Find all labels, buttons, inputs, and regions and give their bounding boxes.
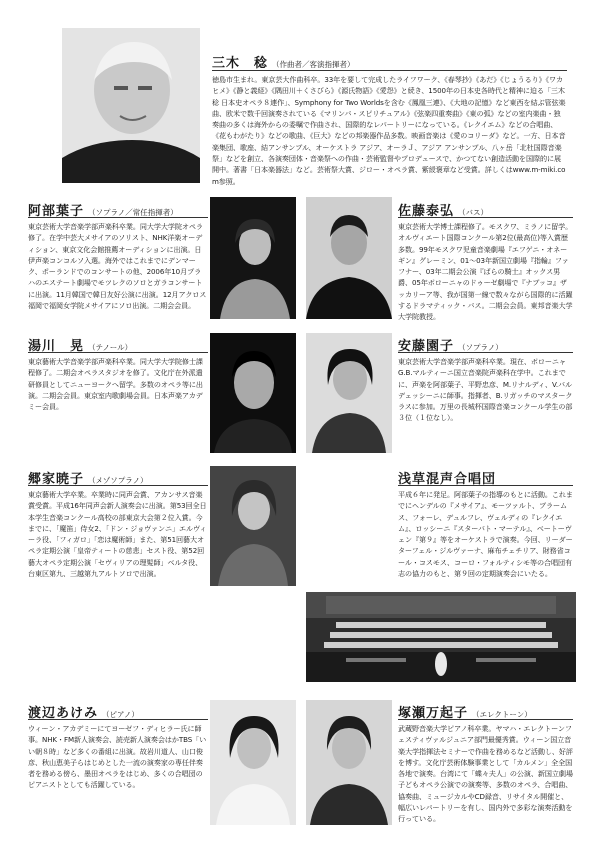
bio-ando: 東京芸術大学音楽学部声楽科卒業。現在、ボローニャG.B.マルティーニ国立音楽院声楽科在学中。これまでに、声楽を阿部葉子、平野忠彦、M.リナルディ、V.バルデェッシーニに師事。指揮者、B.リガッチのマスタークラスに参加。万里の長城杯国際音楽コンクール学生の部３位（１位なし）。	[398, 357, 573, 423]
name-sato: 佐藤泰弘 （バス）	[398, 204, 489, 219]
bio-sato: 東京芸術大学博士課程修了。モスクワ、ミラノに留学。オルヴィエート国際コンクール第2位(最高位)等入賞歴多数。99年モスクワ児童音楽劇場『エフゲニ・オネーギン』グレーミン、01〜03年新国立劇場『指輪』ファフナー、03年二期会公演『ばらの騎士』オックス男爵、05年ボローニャのドゥーゼ劇場で『ナブッコ』ザッカリーア等、我が国第一線で数々ながら国際的に活躍するドラマティック・バス。二期会会員。東邦音楽大学大学院教授。	[398, 222, 573, 322]
name-watanabe: 渡辺あけみ （ピアノ）	[28, 706, 139, 721]
name-abe: 阿部葉子 （ソプラノ／常任指揮者）	[28, 204, 178, 219]
bio-abe: 東京芸術大学音楽学部声楽科卒業。同大学大学院オペラ修了。在学中芸大メサイアのソリスト、NHK洋楽オーディション、東京文化会館推薦オーディションに出演。日伊声楽コンコルソ入選。海外ではこれまでにデンマーク、ポーランドでのコンサートの他、2006年10月プラハのエステート劇場でモツレクのソロとガラコンサートに出演。11月韓国で韓日友好公演に出演。12月アクロス福岡で福岡女学院メサイアにソロ出演。二期会会員。	[28, 222, 207, 311]
portrait-icon	[306, 197, 392, 319]
bio-tsukase: 武蔵野音楽大学ピアノ科卒業。ヤマハ・エレクトーンフェスティヴァルジュニア部門最優秀賞。ウィーン国立音楽大学指揮法セミナーで作曲を務めるなど活動し、好評を博す。文化庁芸術体験事業として「カルメン」全全国各地で演奏。台湾にて「蝶々夫人」の公演、新国立劇場子どもオペラ公演での演奏等、多数のオペラ、合唱曲、協奏曲、ミュージカルやCD録音、リサイタル開催と、幅広いレパートリーを有し、国内外で多彩な演奏活動を行っている。	[398, 724, 573, 824]
name-goke: 郷家暁子 （メゾソプラノ）	[28, 472, 148, 487]
bio-watanabe: ウィーン・アカデミーにてヨーゼフ・ディヒラー氏に師事。NHK・FM新人演奏会、読売新人演奏会はかTBS「いい朝８時」など多くの番組に出演。故岩川道人、山口俊彦、秋山恵美子らはじめとした一流の演奏家の専任伴奏者を務める傍ら、墨田オペラをはじめ、多くの合唱団のピアニストとしても活躍している。	[28, 724, 207, 790]
name-yukawa: 湯川 晃 （テノール）	[28, 339, 133, 354]
divider	[398, 485, 573, 486]
divider	[212, 70, 567, 71]
photo-goke	[210, 466, 296, 586]
divider	[28, 719, 208, 720]
divider	[28, 485, 208, 486]
divider	[28, 217, 208, 218]
portrait-icon	[306, 333, 392, 453]
bio-yukawa: 東京藝術大学音楽学部声楽科卒業。同大学大学院修士課程修了。二期会オペラスタジオを修了。文化庁在外派遣研修員としてニューヨークへ留学。多数のオペラ等に出演。二期会会員。東京室内歌劇場会員。日本声楽アカデミー会員。	[28, 357, 203, 412]
name-ando: 安藤園子 （ソプラノ）	[398, 339, 503, 354]
photo-watanabe	[210, 700, 296, 825]
concert-photo-icon	[306, 592, 576, 682]
photo-abe	[210, 197, 296, 319]
portrait-icon	[62, 28, 200, 183]
bio-goke: 東京藝術大学卒業。卒業時に同声会賞、アカンサス音楽賞受賞。平成16年同声会新人演奏会に出演。第53回全日本学生音楽コンクール高校の部東京大会第２位入賞。今までに、「魔笛」侍女2、「ドン・ジョヴァンニ」エルヴィーラ役、「フィガロ」「恋は魔術師」また、第51回藝大オペラ定期公演「皇帝ティートの慈悲」セスト役、第52回藝大オペラ定期公演「セヴィリアの理髪師」ベルタ役、台東区第九、三越第九アルトソロで出演。	[28, 490, 207, 579]
portrait-icon	[210, 700, 296, 825]
photo-choir	[306, 592, 576, 682]
portrait-icon	[210, 466, 296, 586]
photo-sato	[306, 197, 392, 319]
portrait-icon	[210, 197, 296, 319]
photo-tsukase	[306, 700, 392, 825]
photo-miki	[62, 28, 200, 183]
divider	[398, 719, 573, 720]
name-choir: 浅草混声合唱団	[398, 472, 497, 487]
divider	[398, 217, 573, 218]
portrait-icon	[306, 700, 392, 825]
portrait-icon	[210, 333, 296, 453]
bio-choir: 平成６年に発足。阿部葉子の指導のもとに活動。これまでにヘンデルの『メサイア』、モーツァルト、ブラームス、フォーレ、デュルフレ、ヴェルディの『レクイエム』、ロッシーニ『スターバト・マーテル』、ベートーヴェン『第９』等をオーケストラで演奏。今回、リーダーターフェル・ジルヴァーナ、麻布チェチリア、財務省コール・コスモス、コーロ・フォルティシモ等の合唱団有志の協力のもと、第９回の定期演奏会にいたる。	[398, 490, 573, 579]
photo-yukawa	[210, 333, 296, 453]
divider	[398, 352, 573, 353]
divider	[28, 352, 208, 353]
bio-miki: 徳島市生まれ。東京芸大作曲科卒。33年を要して完成したライフワーク、《春琴抄》《あだ》《じょうるり》《ワカヒメ》《静と義経》《隅田川＋くさびら》《源氏物語》《愛怨》と続き、1500年の日本史各時代と精神に迫る「三木稔 日本史オペラ８連作」、Symphony for Two Worldsを含む《鳳凰三連》、《大地の記憶》など東西を結ぶ管弦楽曲、欧米で数千回演奏されている《マリンバ・スピリチュアル》《弦楽四重奏曲》《東の弧》などの室内楽曲・独奏曲の多くは海外からの委嘱で作曲され、国際的なレパートリーになっている。《レクイエム》などの合唱曲、《花もわがたり》などの歌曲、《巨大》などの邦楽器作品多数。映画音楽は《愛のコリーダ》など。一方、日本音楽集団、歌座、結アンサンブル、オーケストラ アジア、オーラＪ、アジア アンサンブル、八ヶ岳「北杜国際音楽祭」などを創立、各演奏団体・音楽祭への作曲・芸術監督やプロデュースで、かつてない創造活動を国際的に展開中。著書「日本楽器法」など。芸術祭大賞、ジロー・オペラ賞、紫綬褒章など受賞。詳しくはwww.m-miki.com参照。	[212, 75, 566, 186]
name-miki: 三木 稔 （作曲者／客演指揮者）	[212, 56, 355, 71]
name-tsukase: 塚瀬万起子 （エレクトーン）	[398, 706, 532, 721]
photo-ando	[306, 333, 392, 453]
